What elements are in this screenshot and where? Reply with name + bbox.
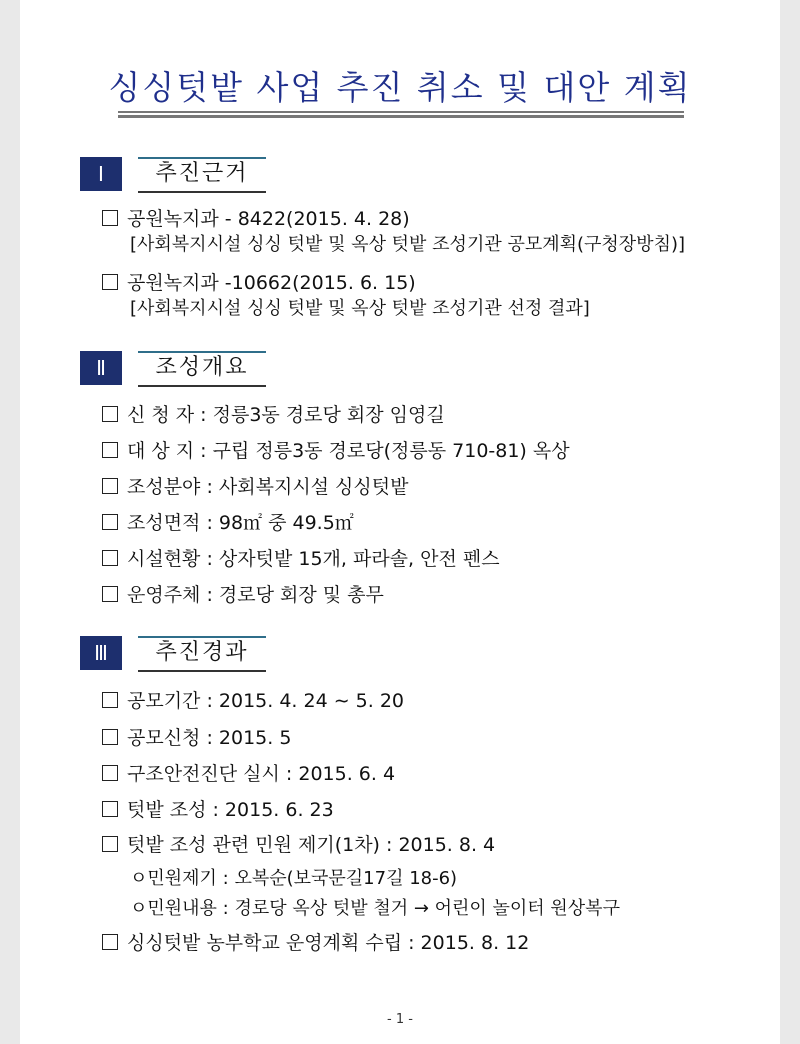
list-item: 운영주체 : 경로당 회장 및 총무 bbox=[102, 582, 384, 608]
checkbox-icon bbox=[102, 934, 118, 950]
checkbox-icon bbox=[102, 274, 118, 290]
page-number: - 1 - bbox=[387, 1012, 413, 1027]
checkbox-icon bbox=[102, 514, 118, 530]
checkbox-icon bbox=[102, 478, 118, 494]
checkbox-icon bbox=[102, 801, 118, 817]
list-item: 대 상 지 : 구립 정릉3동 경로당(정릉동 710-81) 옥상 bbox=[102, 438, 570, 464]
section-number: Ⅱ bbox=[80, 351, 122, 385]
list-item: 싱싱텃밭 농부학교 운영계획 수립 : 2015. 8. 12 bbox=[102, 930, 529, 956]
section-heading: 추진근거 bbox=[138, 157, 266, 193]
item-sub-detail: ㅇ민원내용 : 경로당 옥상 텃밭 철거 → 어린이 놀이터 원상복구 bbox=[130, 898, 620, 919]
list-item: 텃밭 조성 관련 민원 제기(1차) : 2015. 8. 4 bbox=[102, 832, 495, 858]
list-item: 신 청 자 : 정릉3동 경로당 회장 임영길 bbox=[102, 402, 445, 428]
checkbox-icon bbox=[102, 550, 118, 566]
title-rule-thick bbox=[118, 115, 684, 118]
list-item: 텃밭 조성 : 2015. 6. 23 bbox=[102, 797, 334, 823]
checkbox-icon bbox=[102, 210, 118, 226]
list-item: 공원녹지과 - 8422(2015. 4. 28) bbox=[102, 206, 410, 232]
section-number: Ⅲ bbox=[80, 636, 122, 670]
item-detail: [사회복지시설 싱싱 텃밭 및 옥상 텃밭 조성기관 공모계획(구청장방침)] bbox=[130, 234, 686, 255]
checkbox-icon bbox=[102, 406, 118, 422]
section-heading: 조성개요 bbox=[138, 351, 266, 387]
list-item: 조성분야 : 사회복지시설 싱싱텃밭 bbox=[102, 474, 408, 500]
section-number: Ⅰ bbox=[80, 157, 122, 191]
list-item: 구조안전진단 실시 : 2015. 6. 4 bbox=[102, 761, 395, 787]
checkbox-icon bbox=[102, 442, 118, 458]
item-sub-detail: ㅇ민원제기 : 오복순(보국문길17길 18-6) bbox=[130, 868, 458, 889]
item-detail: [사회복지시설 싱싱 텃밭 및 옥상 텃밭 조성기관 선정 결과] bbox=[130, 298, 590, 319]
checkbox-icon bbox=[102, 729, 118, 745]
section-heading: 추진경과 bbox=[138, 636, 266, 672]
list-item: 시설현황 : 상자텃밭 15개, 파라솔, 안전 펜스 bbox=[102, 546, 500, 572]
checkbox-icon bbox=[102, 765, 118, 781]
page-title: 싱싱텃밭 사업 추진 취소 및 대안 계획 bbox=[108, 68, 692, 107]
checkbox-icon bbox=[102, 692, 118, 708]
document-page bbox=[20, 0, 780, 1044]
list-item: 조성면적 : 98㎡ 중 49.5㎡ bbox=[102, 510, 354, 536]
list-item: 공모신청 : 2015. 5 bbox=[102, 725, 291, 751]
checkbox-icon bbox=[102, 836, 118, 852]
list-item: 공원녹지과 -10662(2015. 6. 15) bbox=[102, 270, 416, 296]
checkbox-icon bbox=[102, 586, 118, 602]
list-item: 공모기간 : 2015. 4. 24 ∼ 5. 20 bbox=[102, 688, 404, 714]
title-rule bbox=[118, 111, 684, 113]
